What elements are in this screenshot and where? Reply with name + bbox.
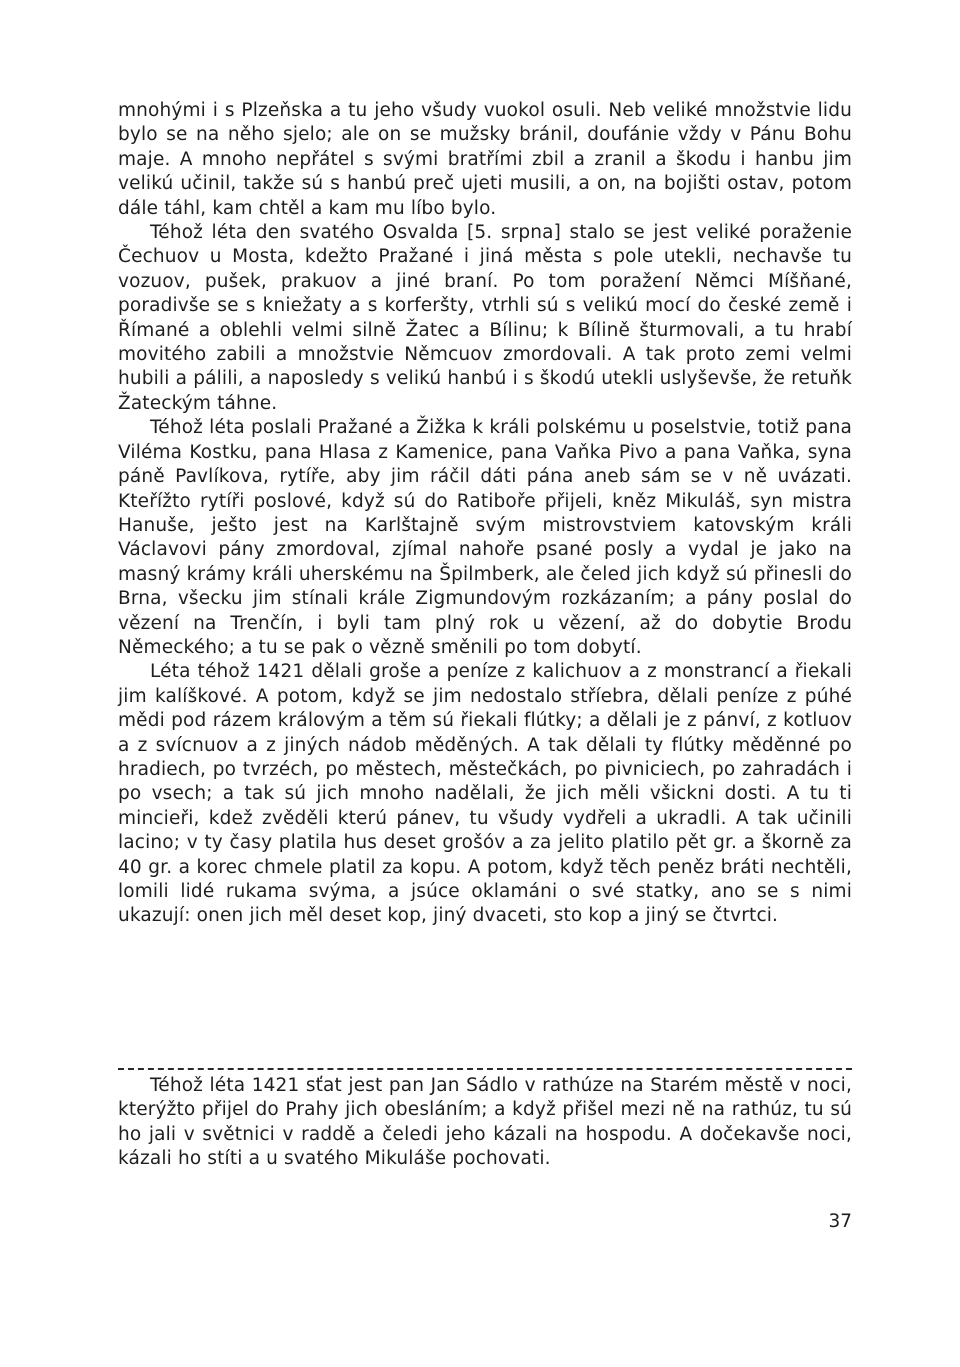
closing-text — [118, 1074, 852, 1172]
paragraph-2: Téhož léta den svatého Osvalda [5. srpna] stalo se jest veliké poraženie Čechuov u Mosta, kdežto Pražané i jiná města s pole utekli, nechavše tu vozuov, pušek, prakuov a jiné braní. Po tom poražení Němci Míšňané, poradivše se s kniežaty a s korferšty, vtrhli sú s velikú mocí do české země i Římané a oblehli velmi silně Žatec a Bílinu; k Bílině šturmovali, a tu hrabí movitého zabili a množstvie Němcuov zmordovali. A tak proto zemi velmi hubili a pálili, a naposledy s velikú hanbú i s škodú utekli uslyševše, že retuňk Žateckým táhne. — [118, 222, 852, 414]
paragraph-4: Léta téhož 1421 dělali groše a peníze z kalichuov a z monstrancí a řiekali jim kalíškové. A potom, když se jim nedostalo stříebra, dělali peníze z púhé mědi pod rázem královým a těm sú řiekali flútky; a dělali je z pánví, z kotluov a z svícnuov a z jiných nádob měděných. A tak dělali ty flútky měděnné po hradiech, po tvrzéch, po městech, městečkách, po pivniciech, po zahradách i po vsech; a tak sú jich mnoho nadělali, že jich měli všickni dosti. A tu ti mincieři, kdež zvěděli kterú pánev, tu všudy vydřeli a ukradli. A tak učinili lacino; v ty časy platila hus deset grošóv a za jelito platilo pět gr. a škorně za 40 gr. a korec chmele platil za kopu. A potom, když těch peněz bráti nechtěli, lomili lidé rukama svýma, a jsúce oklamáni o své statky, ano se s nimi ukazují: onen jich měl deset kop, jiný dvaceti, sto kop a jiný se čtvrtci. — [118, 661, 852, 927]
paragraph-5: Téhož léta 1421 sťat jest pan Jan Sádlo v rathúze na Starém městě v noci, kterýžto přijel do Prahy jich obesláním; a když přišel mezi ně na rathúz, tu sú ho jali v světnici v raddě a čeledi jeho kázali na hospodu. A dočekavše noci, kázali ho stíti a u svatého Mikuláše pochovati. — [118, 1075, 852, 1170]
page-number: 37 — [828, 1211, 852, 1232]
dashed-separator — [118, 1068, 852, 1070]
paragraph-3: Téhož léta poslali Pražané a Žižka k králi polskému u poselstvie, totiž pana Viléma Kostku, pana Hlasa z Kamenice, pana Vaňka Pivo a pana Vaňka, syna páně Pavlíkova, rytíře, aby jim ráčil dáti pána aneb sám se v ně uvázati. Kteřížto rytíři poslové, když sú do Ratiboře přijeli, kněz Mikuláš, syn mistra Hanuše, ješto jest na Karlštajně svým mistrovstviem katovským králi Václavovi pány zmordoval, zjímal nahoře psané posly a vydal je jako na masný krámy králi uherskému na Špilmberk, ale čeled jich když sú přinesli do Brna, všecku jim stínali krále Zigmundovým rozkázaním; a pány poslal do vězení na Trenčín, i byli tam plný rok u vězení, až do dobytie Brodu Německého; a tu se pak o vězně směnili po tom dobytí. — [118, 417, 852, 658]
paragraph-1: mnohými i s Plzeňska a tu jeho všudy vuokol osuli. Neb veliké množstvie lidu bylo se na něho sjelo; ale on se mužsky bránil, doufánie vždy v Pánu Bohu maje. A mnoho nepřátel s svými bratřími zbil a zranil a škodu i hanbu jim velikú učinil, takže sú s hanbú preč ujeti musili, a on, na bojišti ostav, potom dále táhl, kam chtěl a kam mu líbo bylo. — [118, 100, 852, 219]
main-text — [118, 99, 852, 929]
